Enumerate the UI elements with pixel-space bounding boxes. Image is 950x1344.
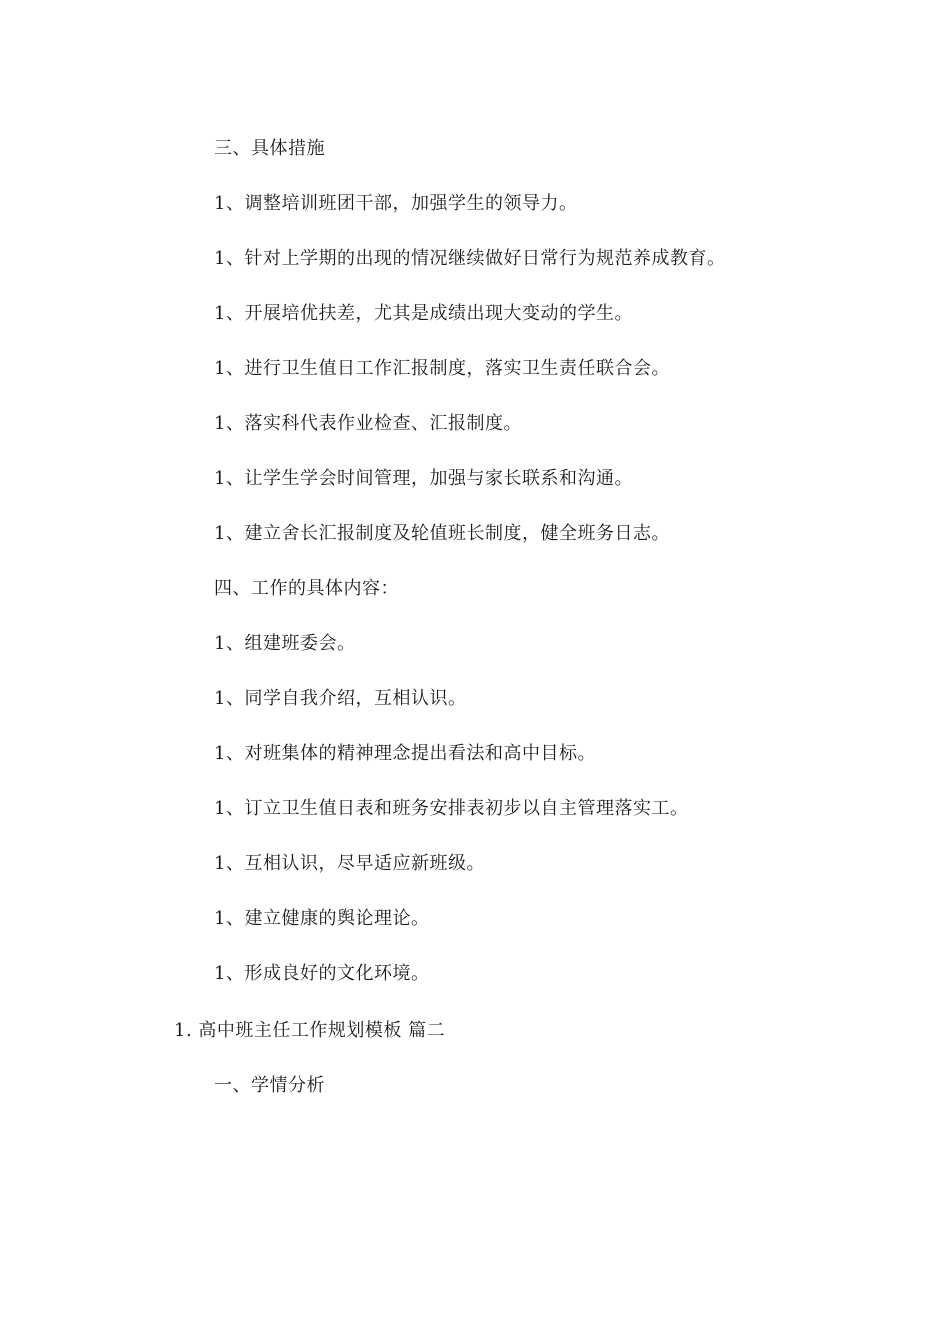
section-heading-measures: 三、具体措施 — [214, 138, 325, 159]
list-item: 1、对班集体的精神理念提出看法和高中目标。 — [214, 743, 596, 764]
list-item: 1、开展培优扶差，尤其是成绩出现大变动的学生。 — [214, 303, 633, 324]
list-item: 1、建立健康的舆论理论。 — [214, 908, 430, 929]
section-heading-content: 四、工作的具体内容： — [214, 578, 399, 599]
list-item: 1、互相认识，尽早适应新班级。 — [214, 853, 485, 874]
list-item: 1、调整培训班团干部，加强学生的领导力。 — [214, 193, 578, 214]
article-title: 1. 高中班主任工作规划模板 篇二 — [174, 1020, 446, 1041]
list-item: 1、针对上学期的出现的情况继续做好日常行为规范养成教育。 — [214, 248, 726, 269]
section-heading-analysis: 一、学情分析 — [214, 1075, 325, 1096]
list-item: 1、让学生学会时间管理，加强与家长联系和沟通。 — [214, 468, 633, 489]
list-item: 1、进行卫生值日工作汇报制度，落实卫生责任联合会。 — [214, 358, 670, 379]
list-item: 1、建立舍长汇报制度及轮值班长制度，健全班务日志。 — [214, 523, 670, 544]
list-item: 1、组建班委会。 — [214, 633, 356, 654]
list-item: 1、形成良好的文化环境。 — [214, 963, 430, 984]
list-item: 1、订立卫生值日表和班务安排表初步以自主管理落实工。 — [214, 798, 689, 819]
list-item: 1、同学自我介绍，互相认识。 — [214, 688, 467, 709]
list-item: 1、落实科代表作业检查、汇报制度。 — [214, 413, 522, 434]
